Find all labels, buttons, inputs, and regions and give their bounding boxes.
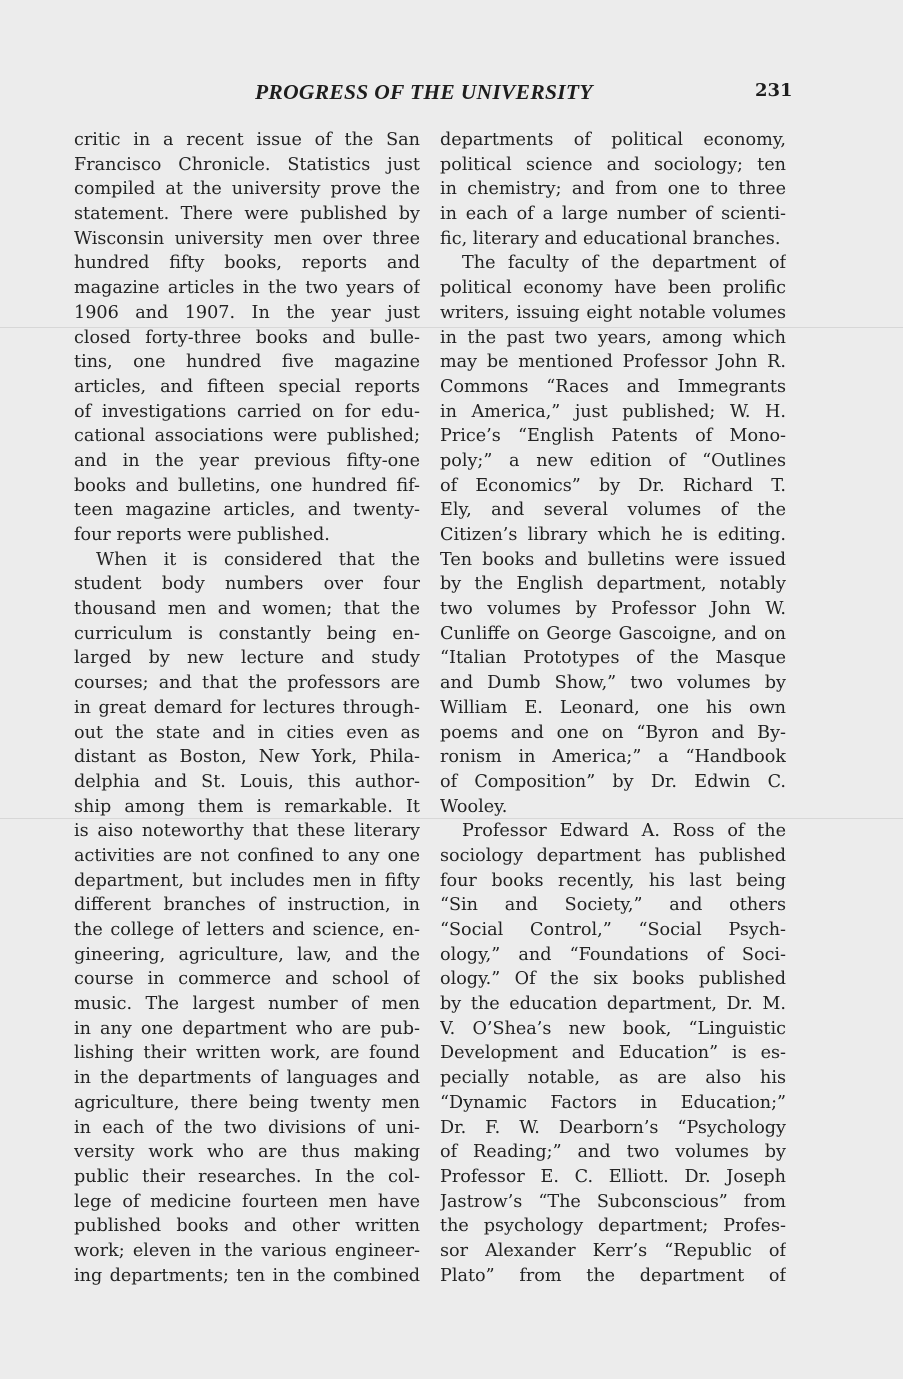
text-line: magazine articles in the two years of	[74, 278, 420, 299]
text-line: thousand men and women; that the	[74, 599, 420, 620]
text-line: versity work who are thus making	[74, 1142, 420, 1163]
text-line: of Reading;” and two volumes by	[440, 1142, 786, 1163]
text-line: published books and other written	[74, 1216, 420, 1237]
text-line: teen magazine articles, and twenty-	[74, 500, 420, 521]
text-line: in chemistry; and from one to three	[440, 179, 786, 200]
text-line: sor Alexander Kerr’s “Republic of	[440, 1240, 786, 1261]
text-line: by the English department, notably	[440, 574, 786, 595]
text-line: sociology department has published	[440, 845, 786, 866]
text-line: in the past two years, among which	[440, 327, 786, 348]
text-line: public their researches. In the col-	[74, 1166, 420, 1187]
text-line: in the departments of languages and	[74, 1068, 420, 1089]
text-line: by the education department, Dr. M.	[440, 994, 786, 1015]
text-line: curriculum is constantly being en-	[74, 623, 420, 644]
text-line: work; eleven in the various engineer-	[74, 1240, 420, 1261]
text-line: Price’s “English Patents of Mono-	[440, 426, 786, 447]
text-line: poly;” a new edition of “Outlines	[440, 450, 786, 471]
text-line: four reports were published.	[74, 525, 330, 545]
text-line: gineering, agriculture, law, and the	[74, 944, 420, 965]
text-line: lishing their written work, are found	[74, 1043, 420, 1064]
text-line: 1906 and 1907. In the year just	[74, 302, 420, 323]
text-line: the college of letters and science, en-	[74, 920, 420, 940]
text-line: in great demard for lectures through-	[74, 697, 420, 718]
text-line: and Dumb Show,” two volumes by	[440, 673, 786, 694]
text-line: Development and Education” is es-	[440, 1043, 786, 1064]
text-line: Commons “Races and Immegrants	[440, 376, 786, 397]
text-line: political science and sociology; ten	[440, 154, 786, 175]
text-line: agriculture, there being twenty men	[74, 1092, 420, 1113]
text-line: departments of political economy,	[440, 130, 786, 150]
text-line: Professor Edward A. Ross of the	[462, 821, 786, 842]
text-line: cational associations were published;	[74, 426, 420, 447]
text-line: of Economics” by Dr. Richard T.	[440, 475, 786, 496]
text-line: political economy have been prolific	[440, 278, 786, 299]
text-line: in America,” just published; W. H.	[440, 401, 786, 422]
text-line: may be mentioned Professor John R.	[440, 352, 786, 373]
text-line: critic in a recent issue of the San	[74, 130, 420, 150]
text-line: department, but includes men in fifty	[74, 870, 420, 891]
text-line: “Social Control,” “Social Psych-	[440, 920, 786, 940]
text-line: of Composition” by Dr. Edwin C.	[440, 771, 786, 792]
text-line: distant as Boston, New York, Phila-	[74, 747, 420, 768]
text-line: fic, literary and educational branches.	[440, 228, 781, 249]
text-line: poems and one on “Byron and By-	[440, 722, 786, 743]
text-line: in each of a large number of scienti-	[440, 204, 786, 225]
text-line: course in commerce and school of	[74, 969, 420, 990]
text-line: courses; and that the professors are	[74, 673, 420, 694]
text-line: articles, and fifteen special reports	[74, 376, 420, 397]
text-line: Plato” from the department of	[440, 1265, 786, 1286]
text-line: Dr. F. W. Dearborn’s “Psychology	[440, 1117, 786, 1138]
running-title: PROGRESS OF THE UNIVERSITY	[255, 80, 593, 104]
text-line: Wisconsin university men over three	[74, 228, 420, 249]
text-line: Citizen’s library which he is editing.	[440, 525, 786, 545]
text-line: “Sin and Society,” and others	[440, 895, 786, 916]
text-line: ronism in America;” a “Handbook	[440, 747, 786, 768]
text-line: compiled at the university prove the	[74, 179, 420, 200]
text-line: V. O’Shea’s new book, “Linguistic	[440, 1018, 786, 1039]
text-line: ship among them is remarkable. It	[74, 796, 420, 817]
text-line: larged by new lecture and study	[74, 648, 420, 669]
text-line: William E. Leonard, one his own	[440, 697, 786, 718]
text-line: “Dynamic Factors in Education;”	[440, 1092, 786, 1113]
right-column	[440, 128, 786, 1288]
text-line: out the state and in cities even as	[74, 722, 420, 743]
text-line: different branches of instruction, in	[74, 895, 420, 916]
text-line: ology,” and “Foundations of Soci-	[440, 944, 786, 965]
text-line: delphia and St. Louis, this author-	[74, 771, 420, 792]
text-line: statement. There were published by	[74, 204, 420, 225]
text-line: and in the year previous fifty-one	[74, 450, 420, 471]
text-line: of investigations carried on for edu-	[74, 401, 420, 422]
text-line: hundred fifty books, reports and	[74, 253, 420, 274]
text-line: closed forty-three books and bulle-	[74, 327, 420, 348]
text-line: two volumes by Professor John W.	[440, 599, 786, 620]
text-line: ing departments; ten in the combined	[74, 1265, 420, 1286]
text-line: lege of medicine fourteen men have	[74, 1191, 420, 1212]
text-line: music. The largest number of men	[74, 994, 420, 1015]
text-line: writers, issuing eight notable volumes	[440, 302, 786, 323]
text-line: Ten books and bulletins were issued	[440, 549, 786, 570]
text-line: When it is considered that the	[96, 549, 420, 570]
page-number: 231	[755, 80, 793, 101]
text-line: ology.” Of the six books published	[440, 969, 786, 990]
text-line: activities are not confined to any one	[74, 845, 420, 866]
text-line: student body numbers over four	[74, 574, 420, 595]
text-line: Professor E. C. Elliott. Dr. Joseph	[440, 1166, 786, 1187]
left-column	[74, 128, 420, 1288]
text-line: pecially notable, as are also his	[440, 1068, 786, 1089]
text-line: is aiso noteworthy that these literary	[74, 821, 420, 842]
text-line: four books recently, his last being	[440, 870, 786, 891]
text-line: Francisco Chronicle. Statistics just	[74, 154, 420, 175]
text-line: in any one department who are pub-	[74, 1018, 420, 1039]
text-line: in each of the two divisions of uni-	[74, 1117, 420, 1138]
text-line: books and bulletins, one hundred fif-	[74, 475, 420, 496]
text-line: Wooley.	[440, 796, 508, 817]
text-line: the psychology department; Profes-	[440, 1216, 786, 1237]
text-line: tins, one hundred five magazine	[74, 352, 420, 373]
text-line: Ely, and several volumes of the	[440, 500, 786, 521]
text-line: Jastrow’s “The Subconscious” from	[440, 1191, 786, 1212]
text-line: Cunliffe on George Gascoigne, and on	[440, 623, 786, 644]
text-line: “Italian Prototypes of the Masque	[440, 648, 786, 669]
text-line: The faculty of the department of	[462, 253, 786, 274]
